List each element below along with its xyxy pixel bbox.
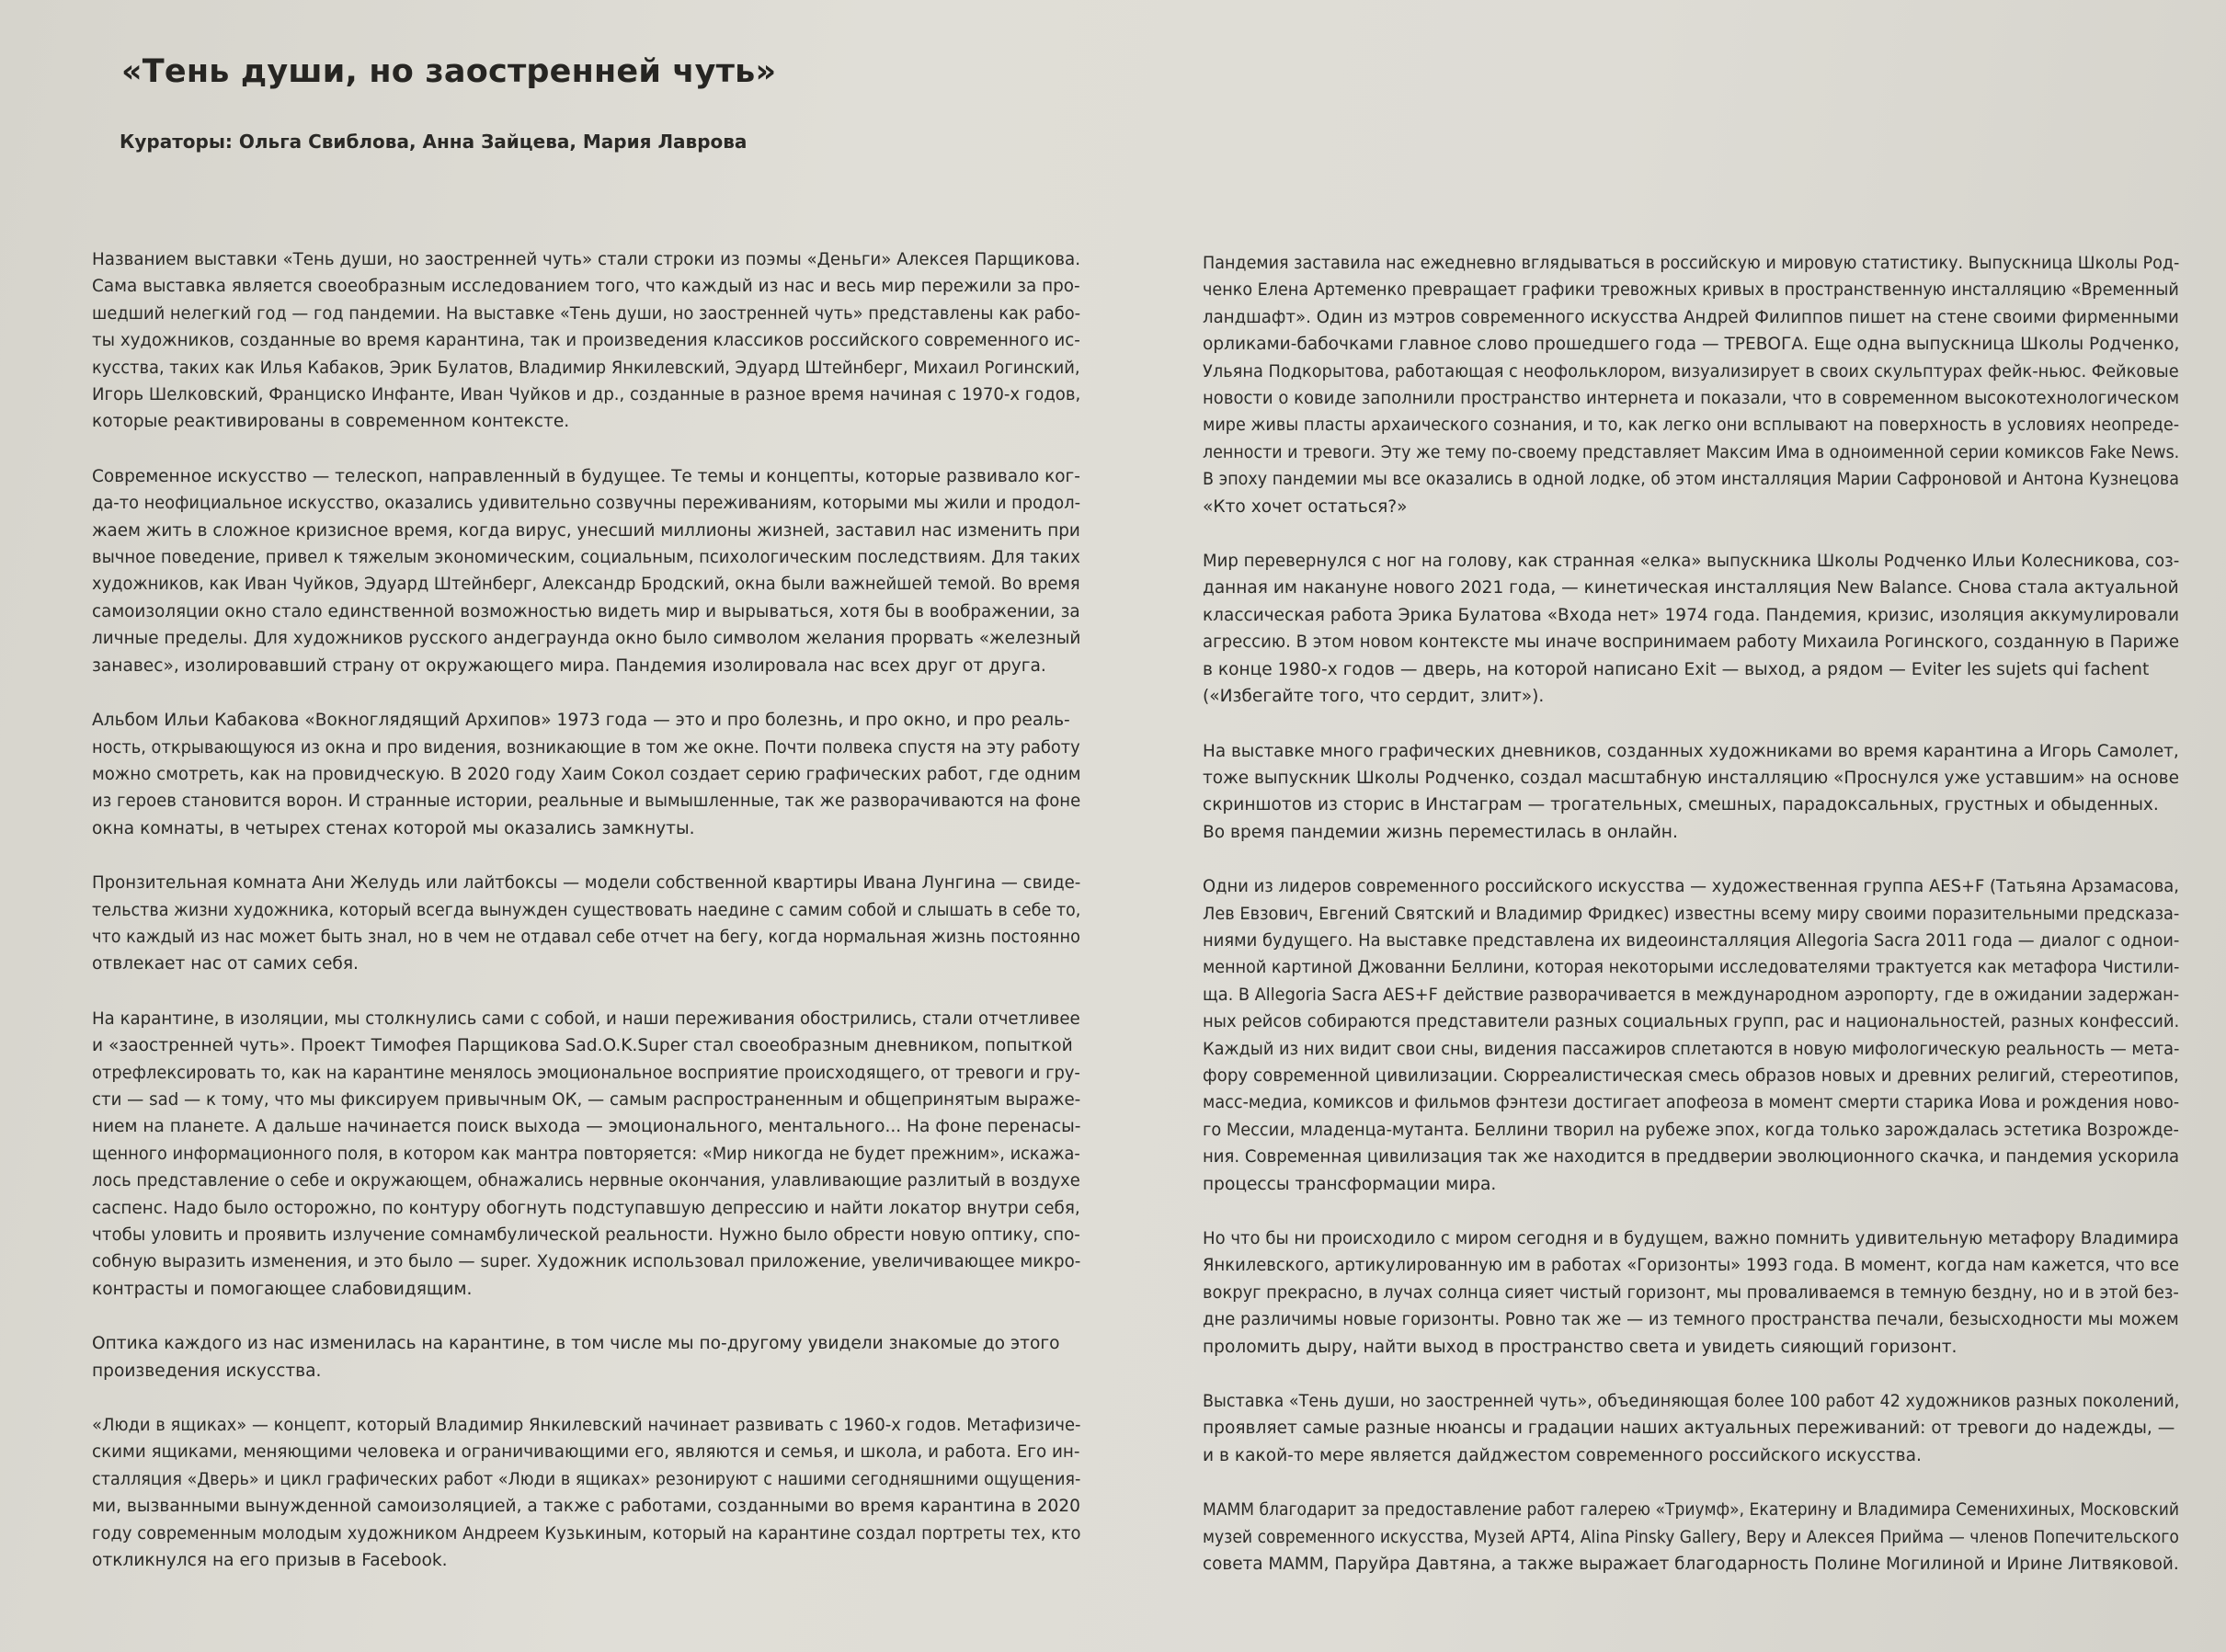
text-line: Каждый из них видит свои сны, видения пассажиров сплетаются в новую мифологическую реальность — мета- (1203, 1039, 2180, 1059)
text-line: На выставке много графических дневников, созданных художниками во время карантина а Игорь Самолет, (1203, 741, 2179, 761)
text-line: шедший нелегкий год — год пандемии. На выставке «Тень души, но заостренней чуть» представлены как рабо- (92, 303, 1081, 324)
text-line: лось представление о себе и окружающем, обнажались нервные окончания, улавливающие разлитый в воздухе (92, 1171, 1080, 1191)
text-line: жаем жить в сложное кризисное время, когда вирус, унесший миллионы жизней, заставил нас изменить при (92, 520, 1080, 541)
text-line: произведения искусства. (92, 1361, 322, 1381)
paragraph (92, 1330, 1080, 1384)
text-line: Янкилевского, артикулированную им в работах «Горизонты» 1993 года. В момент, когда нам кажется, что все (1203, 1256, 2179, 1276)
text-line: Игорь Шелковский, Франциско Инфанте, Иван Чуйков и др., созданные в разное время начиная с 1970-х годов, (92, 385, 1081, 405)
text-line: («Избегайте того, что сердит, злит»). (1203, 687, 1545, 707)
text-line: Но что бы ни происходило с миром сегодня и в будущем, важно помнить удивительную метафору Владимира (1203, 1229, 2179, 1248)
paragraph (92, 246, 1080, 436)
text-line: Лев Евзович, Евгений Святский и Владимир Фридкес) известны всему миру своими поразительными предсказа- (1203, 904, 2180, 924)
text-line: году современным молодым художником Андреем Кузькиным, который на карантине создал портреты тех, кто (92, 1523, 1081, 1544)
text-line: скриншотов из сторис в Инстаграм — трогательных, смешных, парадоксальных, грустных и обыденных. (1203, 795, 2159, 815)
text-line: ния. Современная цивилизация так же находится в преддверии эволюционного скачка, и пандемия ускорила (1203, 1147, 2180, 1168)
text-line: агрессию. В этом новом контексте мы иначе воспринимаем работу Михаила Рогинского, созданную в Париже (1203, 632, 2180, 653)
text-line: из героев становится ворон. И странные истории, реальные и вымышленные, так же разворачиваются на фоне (92, 792, 1081, 812)
text-line: менной картиной Джованни Беллини, которая некоторыми исследователями трактуется как метафора Чистили- (1203, 958, 2180, 978)
paragraph (1203, 738, 2179, 847)
text-line: «Кто хочет остаться?» (1203, 496, 1408, 517)
text-line: ландшафт». Один из мэтров современного искусства Андрей Филиппов пишет на стене своими фирменными (1203, 307, 2179, 327)
text-line: ленности и тревоги. Эту же тему по-своему представляет Максим Има в одноименной серии комиксов Fake News. (1203, 442, 2180, 462)
text-line: совета МАММ, Паруйра Давтяна, а также выражает благодарность Полине Могилиной и Ирине Литвяковой. (1203, 1555, 2179, 1575)
text-line: масс-медиа, комиксов и фильмов фэнтези достигает апофеоза в момент смерти старика Иова и рождения ново- (1203, 1093, 2180, 1113)
text-line: Во время пандемии жизнь переместилась в онлайн. (1203, 822, 1678, 842)
text-line: классическая работа Эрика Булатова «Входа нет» 1974 года. Пандемия, кризис, изоляция аккумулировали (1203, 605, 2180, 625)
text-line: окна комнаты, в четырех стенах которой мы оказались замкнуты. (92, 818, 695, 838)
text-line: ща. В Allegoria Sacra AES+F действие разворачивается в международном аэропорту, где в ожидании задержан- (1203, 985, 2180, 1005)
text-line: В эпоху пандемии мы все оказались в одной лодке, об этом инсталляция Марии Сафроновой и Антона Кузнецова (1203, 470, 2179, 490)
text-line: тоже выпускник Школы Родченко, создал масштабную инсталляцию «Проснулся уже уставшим» на основе (1203, 768, 2179, 788)
text-line: собную выразить изменения, и это было — super. Художник использовал приложение, увеличивающее микро- (92, 1252, 1081, 1272)
text-line: Оптика каждого из нас изменилась на карантине, в том числе мы по-другому увидели знакомые до этого (92, 1334, 1060, 1354)
text-line: ченко Елена Артеменко превращает графики тревожных кривых в пространственную инсталляцию «Временный (1203, 280, 2179, 301)
text-line: фору современной цивилизации. Сюрреалистическая смесь образов новых и древних религий, стереотипов, (1203, 1065, 2179, 1086)
text-line: Пандемия заставила нас ежедневно вглядываться в российскую и мировую статистику. Выпускница Школы Род- (1203, 254, 2180, 273)
text-line: дне различимы новые горизонты. Ровно так же — из темного пространства печали, безысходности мы можем (1203, 1310, 2179, 1330)
paragraph (1203, 1225, 2179, 1361)
text-line: «Люди в ящиках» — концепт, который Владимир Янкилевский начинает развивать с 1960-х годов. Метафизиче- (92, 1416, 1081, 1436)
text-line: щенного информационного поля, в котором как мантра повторяется: «Мир никогда не будет прежним», искажа- (92, 1144, 1080, 1164)
paragraph (1203, 1388, 2179, 1469)
text-line: Выставка «Тень души, но заостренней чуть», объединяющая более 100 работ 42 художников разных поколений, (1203, 1392, 2180, 1412)
curators-line: Кураторы: Ольга Свиблова, Анна Зайцева, Мария Лаврова (120, 131, 748, 153)
paragraph (1203, 1497, 2179, 1578)
text-line: Мир перевернулся с ног на голову, как странная «елка» выпускника Школы Родченко Ильи Колесникова, соз- (1203, 552, 2180, 572)
text-line: На карантине, в изоляции, мы столкнулись сами с собой, и наши переживания обострились, стали отчетливее (92, 1008, 1080, 1029)
paragraph (92, 463, 1080, 679)
text-line: процессы трансформации мира. (1203, 1174, 1497, 1194)
text-line: художников, как Иван Чуйков, Эдуард Штейнберг, Александр Бродский, окна были важнейшей темой. Во время (92, 575, 1080, 595)
text-line: ниями будущего. На выставке представлена их видеоинсталляция Allegoria Sacra 2011 года — диалог с однои- (1203, 930, 2180, 951)
text-line: которые реактивированы в современном контексте. (92, 412, 570, 432)
text-line: сталляция «Дверь» и цикл графических работ «Люди в ящиках» резонируют с нашими сегодняшними ощущения- (92, 1469, 1081, 1489)
text-line: данная им накануне нового 2021 года, — кинетическая инсталляция New Balance. Снова стала актуальной (1203, 578, 2179, 598)
text-line: саспенс. Надо было осторожно, по контуру обогнуть подступавшую депрессию и найти локатор внутри себя, (92, 1198, 1080, 1218)
text-line: отрефлексировать то, как на карантине менялось эмоциональное восприятие происходящего, от тревоги и гру- (92, 1063, 1080, 1083)
text-line: сти — sad — к тому, что мы фиксируем привычным ОК, — самым распространенным и общепринятым выраже- (92, 1089, 1081, 1110)
text-line: Ульяна Подкорытова, работающая с неофольклором, визуализирует в своих скульптурах фейк-ньюс. Фейковые (1203, 361, 2179, 382)
text-line: что каждый из нас может быть знал, но в чем не отдавал себе отчет на бегу, когда нормальная жизнь постоянно (92, 927, 1080, 947)
text-line: Пронзительная комната Ани Желудь или лайтбоксы — модели собственной квартиры Ивана Лунгина — свиде- (92, 873, 1081, 894)
text-line: тельства жизни художника, который всегда вынужден существовать наедине с самим собой и слышать в себе то, (92, 900, 1081, 920)
paragraph (1203, 250, 2179, 520)
text-line: самоизоляции окно стало единственной возможностью видеть мир и вырываться, хотя бы в воображении, за (92, 601, 1080, 621)
paragraph (92, 707, 1080, 842)
text-line: мире живы пласты архаического сознания, и то, как легко они всплывают на поверхность в условиях неопреде- (1203, 416, 2180, 436)
text-line: Альбом Ильи Кабакова «Вокноглядящий Архипов» 1973 года — это и про болезнь, и про окно, и про реаль- (92, 711, 1070, 731)
text-line: занавес», изолировавший страну от окружающего мира. Пандемия изолировала нас всех друг от друга. (92, 655, 1046, 676)
text-line: Названием выставки «Тень души, но заостренней чуть» стали строки из поэмы «Деньги» Алексея Парщикова. (92, 250, 1080, 269)
text-line: музей современного искусства, Музей АРТ4, Alina Pinsky Gallery, Веру и Алексея Прийма — членов Попечительского (1203, 1527, 2179, 1547)
left-column (92, 246, 1080, 1601)
text-line: проломить дыру, найти выход в пространство света и увидеть сияющий горизонт. (1203, 1337, 1958, 1357)
paragraph (92, 870, 1080, 978)
text-line: отвлекает нас от самих себя. (92, 954, 359, 974)
text-line: ных рейсов собираются представители разных социальных групп, рас и национальностей, разных конфессий. (1203, 1012, 2180, 1032)
text-line: и в какой-то мере является дайджестом современного российского искусства. (1203, 1445, 1922, 1465)
text-line: орликами-бабочками главное слово прошедшего года — ТРЕВОГА. Еще одна выпускница Школы Родченко, (1203, 335, 2180, 355)
text-line: в конце 1980-х годов — дверь, на которой написано Exit — выход, а рядом — Eviter les sujets qui fachent (1203, 659, 2150, 679)
text-line: можно смотреть, как на провидческую. В 2020 году Хаим Сокол создает серию графических работ, где одним (92, 764, 1081, 784)
text-line: новости о ковиде заполнили пространство интернета и показали, что в современном высокотехнологическом (1203, 389, 2180, 409)
text-line: проявляет самые разные нюансы и градации наших актуальных переживаний: от тревоги до надежды, — (1203, 1418, 2175, 1439)
text-line: контрасты и помогающее слабовидящим. (92, 1279, 473, 1299)
text-line: откликнулся на его призыв в Facebook. (92, 1551, 448, 1571)
page-title: «Тень души, но заостренней чуть» (121, 53, 777, 90)
text-line: ты художников, созданные во время карантина, так и произведения классиков российского современного ис- (92, 331, 1080, 351)
text-line: вычное поведение, привел к тяжелым экономическим, социальным, психологическим последствиям. Для таких (92, 548, 1080, 568)
text-line: личные пределы. Для художников русского андеграунда окно было символом желания прорвать «железный (92, 629, 1081, 649)
text-line: Сама выставка является своеобразным исследованием того, что каждый из нас и весь мир пережили за про- (92, 277, 1080, 297)
text-line: да-то неофициальное искусство, оказались удивительно созвучны переживаниям, которыми мы жили и продол- (92, 494, 1081, 514)
paragraph (1203, 873, 2179, 1198)
right-column (1203, 250, 2179, 1605)
text-line: нием на планете. А дальше начинается поиск выхода — эмоционального, ментального... На фоне перенасы- (92, 1117, 1081, 1137)
text-line: вокруг прекрасно, в лучах солнца сияет чистый горизонт, мы проваливаемся в темную бездну, но и в этой без- (1203, 1282, 2179, 1303)
text-line: Современное искусство — телескоп, направленный в будущее. Те темы и концепты, которые развивало ког- (92, 466, 1080, 486)
text-line: и «заостренней чуть». Проект Тимофея Парщикова Sad.O.K.Super стал своеобразным дневником, попыткой (92, 1036, 1073, 1056)
text-line: кусства, таких как Илья Кабаков, Эрик Булатов, Владимир Янкилевский, Эдуард Штейнберг, Михаил Рогинский, (92, 358, 1080, 378)
text-line: скими ящиками, меняющими человека и ограничивающими его, являются и семья, и школа, и работа. Его ин- (92, 1442, 1080, 1463)
text-line: МАММ благодарит за предоставление работ галерею «Триумф», Екатерину и Владимира Семенихиных, Московский (1203, 1500, 2179, 1521)
text-line: Одни из лидеров современного российского искусства — художественная группа AES+F (Татьяна Арзамасова, (1203, 877, 2179, 897)
paragraph (92, 1412, 1080, 1574)
paragraph (1203, 548, 2179, 710)
text-line: чтобы уловить и проявить излучение сомнамбулической реальности. Нужно было обрести новую оптику, спо- (92, 1225, 1080, 1245)
text-line: го Мессии, младенца-мутанта. Беллини творил на рубеже эпох, когда только зарождалась эстетика Возрожде- (1203, 1120, 2179, 1140)
text-line: ность, открывающуюся из окна и про видения, возникающие в том же окне. Почти полвека спустя на эту работу (92, 737, 1080, 758)
paragraph (92, 1006, 1080, 1303)
text-line: ми, вызванными вынужденной самоизоляцией, а также с работами, созданными во время карантина в 2020 (92, 1497, 1080, 1517)
